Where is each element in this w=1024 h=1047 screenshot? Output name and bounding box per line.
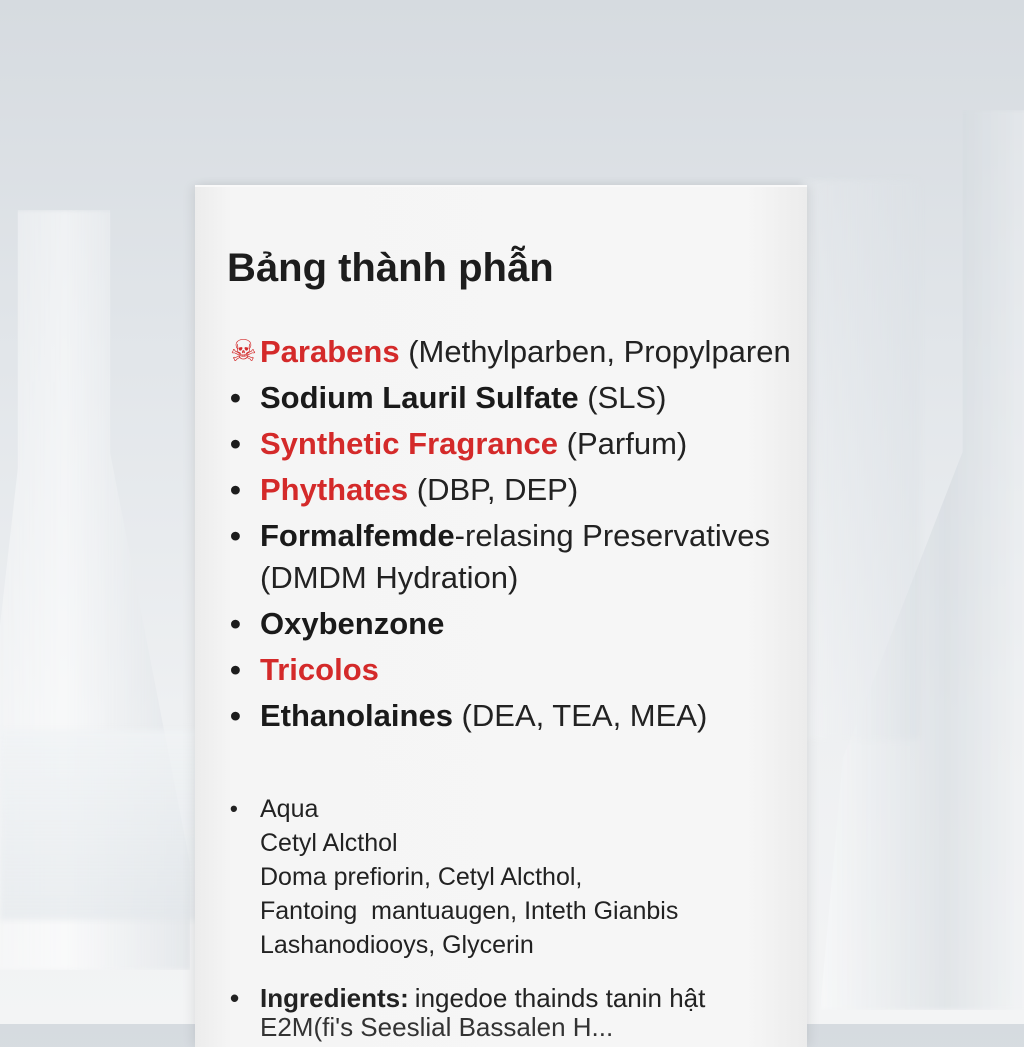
ingredient-name: Tricolos xyxy=(260,652,379,687)
ingredients-line-list xyxy=(230,980,705,1016)
ingredient-detail: (DBP, DEP) xyxy=(408,472,579,507)
bullet-icon: • xyxy=(230,380,241,415)
bullet-icon: • xyxy=(230,652,241,687)
ingredient-name: Sodium Lauril Sulfate xyxy=(260,380,579,415)
ingredient-detail: (SLS) xyxy=(578,380,667,415)
ingredient-item xyxy=(230,423,870,465)
bullet-icon: • xyxy=(230,698,241,733)
ingredients-line xyxy=(230,980,705,1016)
ingredient-detail: -relasing Preservatives (DMDM Hydration) xyxy=(260,518,770,595)
ingredient-line: Doma prefiorin, Cetyl Alcthol, xyxy=(260,863,583,891)
ingredient-item xyxy=(230,603,870,645)
ingredient-item xyxy=(230,469,870,511)
ingredient-item xyxy=(230,515,800,599)
ingredient-item xyxy=(230,695,870,737)
cutoff-text: E2M(fi's Seeslial Bassalen H... xyxy=(260,1012,614,1042)
ingredients-title: Bảng thành phẫn xyxy=(227,246,554,290)
harmful-ingredients-list xyxy=(230,331,870,741)
ingredient-line: Fantoing mantuaugen, Inteth Gianbis xyxy=(260,897,679,925)
ingredient-line: Lashanodiooys, Glycerin xyxy=(260,931,534,959)
ingredient-detail: (DEA, TEA, MEA) xyxy=(452,698,708,733)
bullet-icon: • xyxy=(230,472,241,507)
ingredient-name: Formalfemde xyxy=(260,518,455,553)
bullet-icon: • xyxy=(230,606,241,641)
ingredient-line: Cetyl Alcthol xyxy=(260,829,398,857)
ingredient-detail: (Parfum) xyxy=(558,426,688,461)
ingredient-item xyxy=(230,649,870,691)
other-ingredients-list xyxy=(230,792,678,962)
ingredient-line: Aqua xyxy=(260,795,319,823)
ingredient-name: Parabens xyxy=(260,334,400,369)
bullet-icon: • xyxy=(230,426,241,461)
skull-icon: ☠ xyxy=(230,335,257,368)
other-ingredients-item xyxy=(230,792,678,962)
ingredient-name: Ethanolaines xyxy=(260,698,453,733)
bullet-icon: • xyxy=(230,983,240,1013)
ingredient-detail: (Methylparben, Propylparen xyxy=(399,334,791,369)
bullet-icon: • xyxy=(230,518,241,553)
ingredients-label: Ingredients: xyxy=(260,983,409,1013)
ingredient-name: Synthetic Fragrance xyxy=(260,426,559,461)
bullet-icon: • xyxy=(230,796,238,821)
ingredients-text: ingedoe thainds tanin hật xyxy=(414,983,706,1013)
background-liquid-left xyxy=(0,730,200,920)
ingredient-item xyxy=(230,331,870,373)
ingredient-name: Phythates xyxy=(260,472,409,507)
ingredient-name: Oxybenzone xyxy=(260,606,445,641)
ingredient-item xyxy=(230,377,870,419)
